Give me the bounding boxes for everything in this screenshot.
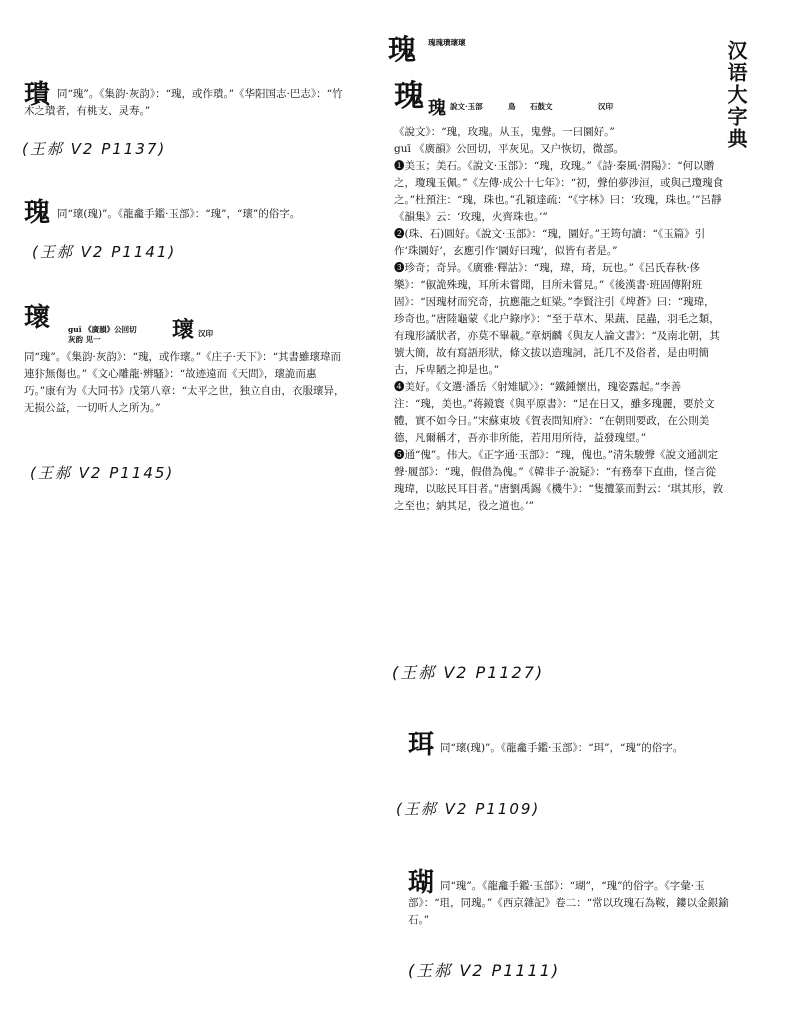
left-entry-3: [24, 305, 346, 417]
main-entry-sense-3: ❸珍奇；奇异。《廣雅·釋詁》：“瑰，瑋，琦，玩也。”《呂氏春秋·侈樂》：“俶詭殊瑰，耳所未嘗聞，目所未嘗見。”《後漢書·班固傳附班固》：“因瑰材而究奇，抗應龍之虹梁。”李賢注引《埤蒼》曰：“瑰瑋，珍奇也。”唐陸龜蒙《北户錄序》：“至于草木、果蔬、昆蟲，羽毛之類，有瑰形譎狀者，亦莫不畢載。”章炳麟《與友人論文書》：“及南北朝，其號大簡，故有寫語形狀，條文拔以造瑰詞，託几不及俗者，是由明簡古，斥卑陋之抑是也。”: [394, 262, 720, 376]
entry-text: 同“瑰”。《集韵·灰韵》：“瑰，或作璝。”《华阳国志·巴志》：“竹木之璝者，有桃支、灵寿。”: [24, 88, 343, 117]
main-entry-intro: 《說文》：“瑰，玫瑰。从玉，鬼聲。一曰圜好。”: [394, 126, 615, 138]
entry-head: 瑚: [408, 868, 435, 898]
entry-text: 同“瑰”。《集韵·灰韵》：“瑰，或作瓌。”《庄子·天下》：“其書雖瓌瑋而連犿無傷也。”《文心雕龍·辨騷》：“故迹遠而《天問》，瓌詭而惠巧。”康有为《大同书》戊第八章：“太平之世，独立自由，衣服瓌异，无损公益，一切听人之所为。”: [24, 351, 345, 414]
page-header-headword: 瑰: [388, 33, 417, 66]
left-entry-1: [24, 82, 344, 120]
main-entry-head: 瑰: [394, 79, 424, 114]
main-entry-sense-2: ❷(珠、石)圓好。《說文·玉部》：“瑰，圜好。”王筠句讀：“《玉篇》引作‘珠圜好’，玄應引作‘圜好曰瑰’，似皆有者是。”: [394, 228, 706, 257]
main-entry-label-4: 鳥: [508, 102, 516, 111]
entry-pron: guī 《廣韻》公回切: [68, 325, 137, 334]
page-header-variants: 瑰瑰璝瓌瓌: [428, 38, 466, 47]
entry-seal-char: 瓌: [172, 317, 195, 343]
entry-head: 瑰: [24, 198, 51, 228]
handwritten-note-3: (王郝 V2 P1145): [30, 464, 175, 482]
bottom-entry-2: [408, 870, 730, 929]
handwritten-note-1: (王郝 V2 P1137): [22, 140, 167, 158]
entry-head: 璝: [24, 80, 51, 110]
entry-rhyme: 灰韵 见一: [68, 335, 101, 344]
handwritten-note-2: (王郝 V2 P1141): [32, 243, 177, 261]
handwritten-note-4: (王郝 V2 P1109): [396, 800, 541, 818]
main-entry-label-1: 說文·玉部: [450, 102, 483, 111]
entry-text: 同“瓌(瑰)”。《龍龕手鑑·玉部》：“瑰”，“瓌”的俗字。: [57, 208, 301, 220]
entry-seal-label: 汉印: [198, 329, 213, 338]
main-entry-sense-4: ❹美好。《文選·潘岳〈射雉賦〉》：“鐵鍾懷出，瑰姿露起。”李善注：“瑰，美也。”蒋鏡寰《與平原書》：“足在日又，雖多瑰麗，要於文體，實不如今日。”宋蘇東坡《賀表問知府》：“在朝則要政，在公則美德，凡爾稱才，吾亦非所能，若用用所待，益發瑰望。”: [394, 381, 715, 444]
main-entry-small: 瑰: [428, 98, 446, 119]
main-entry-label-2: 石鼓文: [530, 102, 553, 111]
main-entry: [394, 79, 724, 515]
book-title: 汉语大字典: [724, 40, 748, 150]
entry-text: 同“瑰”。《龍龕手鑑·玉部》：“瑚”，“瑰”的俗字。《字彙·玉部》：“珇，同瑰。”《西京雜記》卷二：“常以玫瑰石為鞍，鏤以金銀鍮石。”: [408, 880, 729, 926]
entry-head: 珥: [408, 730, 435, 760]
main-entry-label-3: 汉印: [598, 102, 613, 111]
main-entry-sense-5: ❺通“傀”。伟大。《正字通·玉部》：“瑰，傀也。”清朱駿聲《說文通訓定聲·履部》：“瑰，假借為傀。”《韓非子·說疑》：“有務奉下直曲，怪言從瑰瑋，以眩民耳目者。”唐劉禹錫《機牛》：“隻攬篆而對云：‘琪其形，敦之至也；納其足，役之道也。’”: [394, 449, 724, 512]
main-entry-pron: guī 《廣韻》公回切，平灰见。又户恢切，微部。: [394, 143, 625, 155]
bottom-entry-1: [408, 730, 730, 760]
handwritten-note-main: (王郝 V2 P1127): [392, 663, 545, 682]
main-entry-sense-1: ❶美玉；美石。《說文·玉部》：“瑰，玫瑰。”《詩·秦風·渭陽》：“何以贈之，瓊瑰玉佩。”《左傳·成公十七年》：“初，聲伯夢涉洹，或與己瓊瑰食之。”杜預注：“瑰，珠也。”孔穎達疏：“《字林》曰：‘玫瑰，珠也。’”呂靜《韻集》云：‘玫瑰，火齊珠也。’”: [394, 160, 724, 223]
entry-text: 同“瓌(瑰)”。《龍龕手鑑·玉部》：“珥”，“瑰”的俗字。: [440, 742, 684, 754]
left-entry-2: [24, 198, 344, 228]
handwritten-note-5: (王郝 V2 P1111): [408, 961, 561, 980]
entry-head: 瓌: [24, 303, 51, 333]
